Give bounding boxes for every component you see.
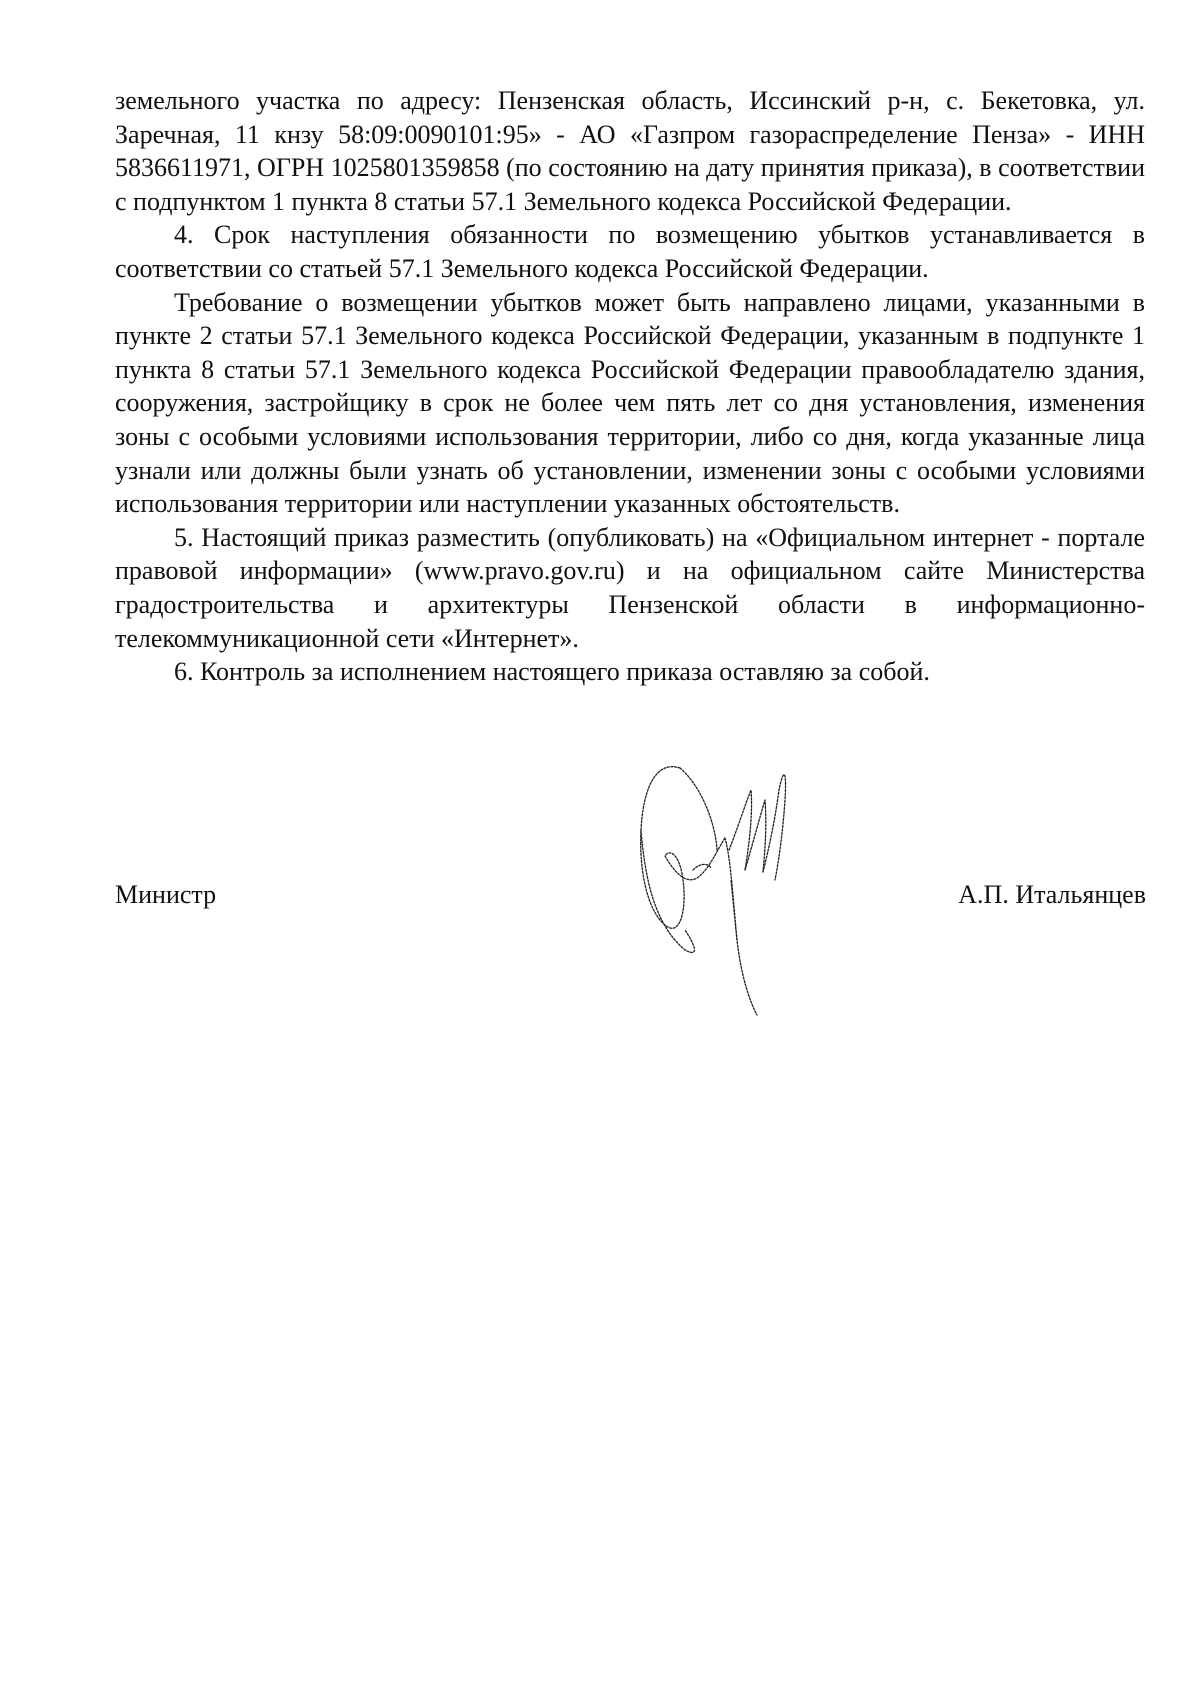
- handwritten-signature: [625, 760, 815, 1020]
- signature-block: [115, 760, 1145, 1020]
- paragraph-item-6: 6. Контроль за исполнением настоящего приказа оставляю за собой.: [174, 657, 930, 687]
- paragraph-compensation-claim: Требование о возмещении убытков может быть направлено лицами, указанными в пункте 2 статьи 57.1 Земельного кодекса Российской Федерации, указанным в подпункте 1 пункта 8 статьи 57.1 Земельного кодекса Российской Федерации правообладателю здания, сооружения, застройщику в срок не более чем пять лет со дня установления, изменения зоны с особыми условиями использования территории, либо со дня, когда указанные лица узнали или должны были узнать об установлении, изменении зоны с особыми условиями использования территории или наступлении указанных обстоятельств.: [115, 287, 1145, 519]
- paragraph-land-plot: земельного участка по адресу: Пензенская область, Иссинский р-н, с. Бекетовка, ул. Заречная, 11 кнзу 58:09:0090101:95» - АО «Газпром газораспределение Пенза» - ИНН 5836611971, ОГРН 1025801359858 (по состоянию на дату принятия приказа), в соответствии с подпунктом 1 пункта 8 статьи 57.1 Земельного кодекса Российской Федерации.: [115, 86, 1145, 216]
- signatory-name: А.П. Итальянцев: [958, 880, 1146, 909]
- signatory-title: Министр: [115, 880, 217, 909]
- document-body: [115, 84, 1145, 689]
- paragraph-item-4: 4. Срок наступления обязанности по возмещению убытков устанавливается в соответствии со статьей 57.1 Земельного кодекса Российской Федерации.: [115, 220, 1145, 283]
- paragraph-item-5: 5. Настоящий приказ разместить (опубликовать) на «Официальном интернет - портале правовой информации» (www.pravo.gov.ru) и на официальном сайте Министерства градостроительства и архитектуры Пензенской области в информационно-телекоммуникационной сети «Интернет».: [115, 522, 1145, 653]
